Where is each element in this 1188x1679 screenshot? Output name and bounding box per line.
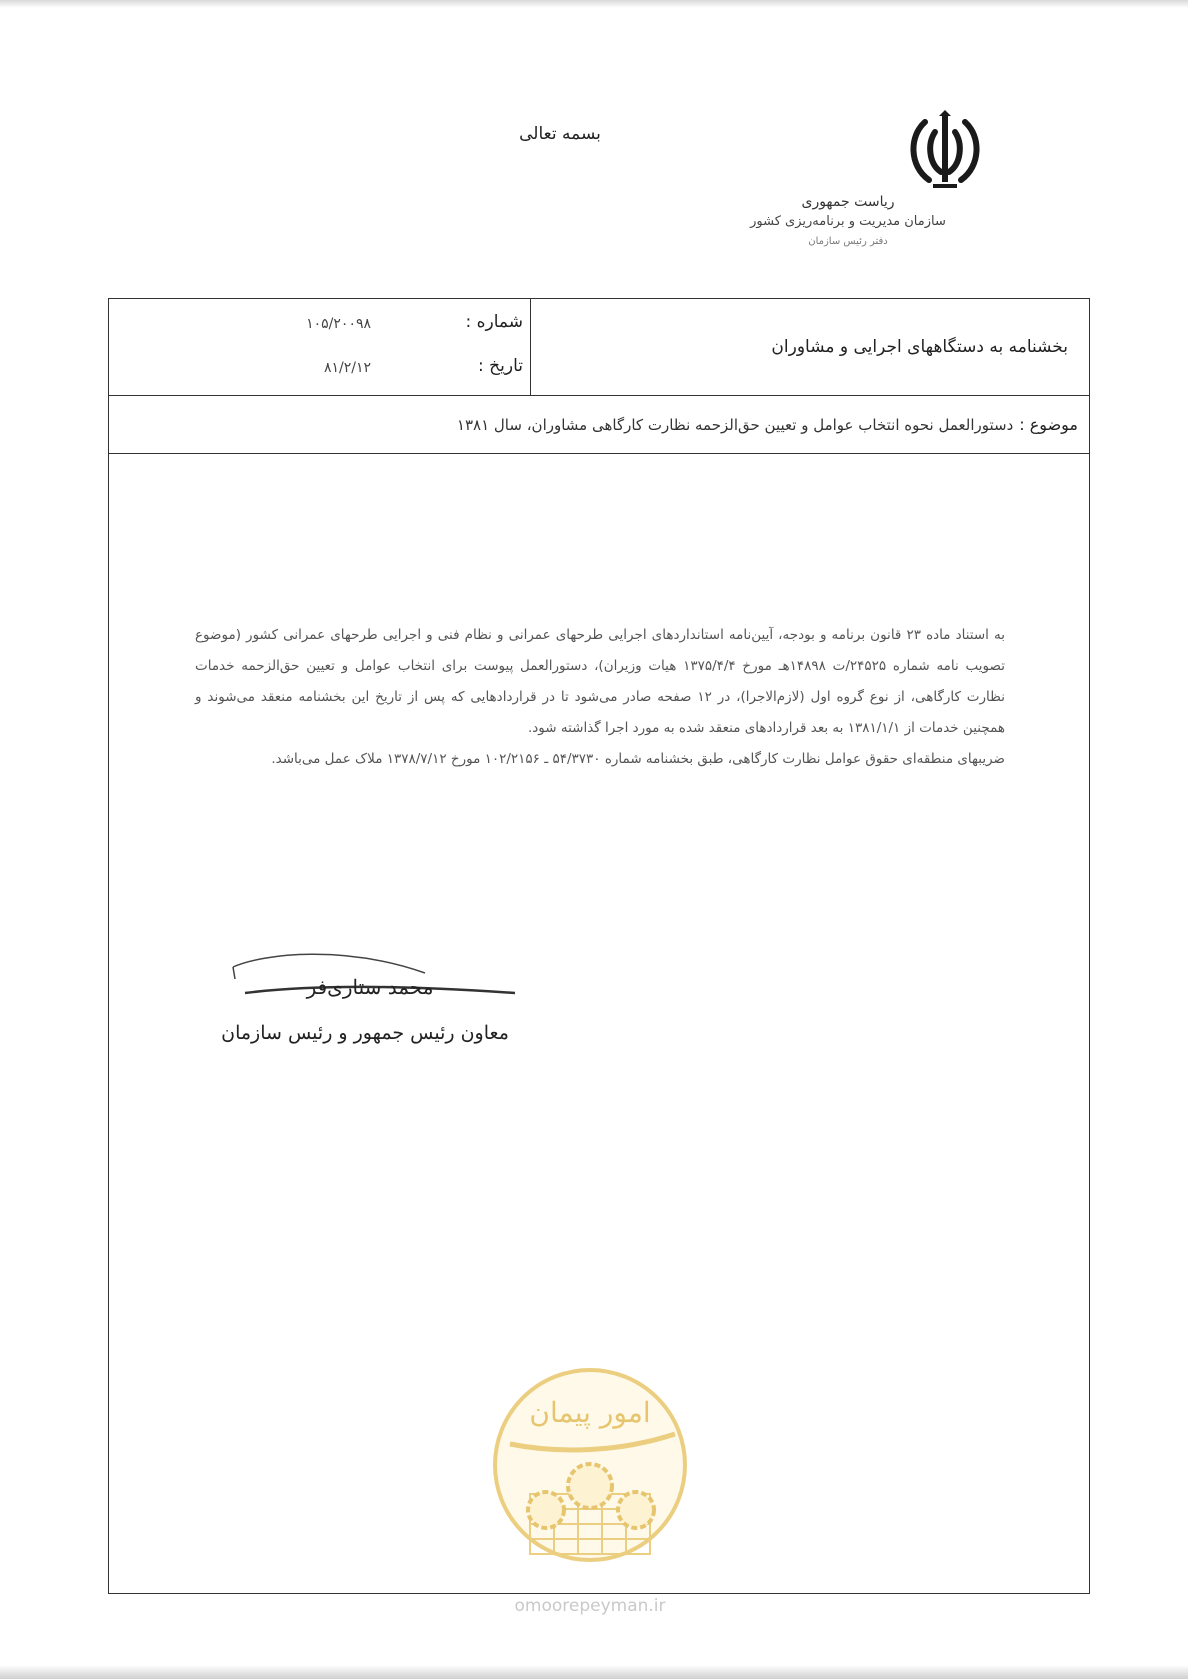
date-label: تاریخ : — [478, 356, 523, 376]
watermark-url: omoorepeyman.ir — [514, 1596, 666, 1616]
scan-edge-top — [0, 0, 1188, 8]
letter-body — [195, 620, 1005, 775]
number-value: ۱۰۵/۲۰۰۹۸ — [306, 316, 371, 332]
iran-emblem-icon — [903, 110, 987, 192]
subject-label: موضوع : — [1019, 415, 1078, 434]
omoore-peyman-logo-icon — [490, 1364, 690, 1566]
reference-cell — [108, 298, 531, 396]
org-office: دفتر رئیس سازمان — [808, 236, 888, 247]
recipient-cell — [530, 298, 1090, 396]
signer-name: محمد ستاری‌فر — [306, 975, 434, 999]
recipient-text: بخشنامه به دستگاههای اجرایی و مشاوران — [771, 336, 1068, 357]
body-paragraph-2: ضریبهای منطقه‌ای حقوق عوامل نظارت کارگاهی، طبق بخشنامه شماره ۵۴/۳۷۳۰ ـ ۱۰۲/۲۱۵۶ مورخ ۱۳۷۸/۷/۱۲ ملاک عمل می‌باشد. — [271, 751, 1005, 767]
number-label: شماره : — [465, 312, 523, 332]
date-value: ۸۱/۲/۱۲ — [323, 360, 371, 376]
scan-edge-bottom — [0, 1665, 1188, 1679]
signer-title: معاون رئیس جمهور و رئیس سازمان — [221, 1022, 509, 1044]
org-name: سازمان مدیریت و برنامه‌ریزی کشور — [750, 214, 946, 229]
org-presidency: ریاست جمهوری — [801, 194, 895, 210]
subject-text: دستورالعمل نحوه انتخاب عوامل و تعیین حق‌الزحمه نظارت کارگاهی مشاوران، سال ۱۳۸۱ — [456, 415, 1014, 434]
watermark-logo-text: امور پیمان — [529, 1396, 651, 1429]
date-row — [108, 344, 531, 392]
number-row — [108, 300, 531, 348]
organization-block — [688, 192, 1008, 252]
subject-row — [108, 396, 1090, 454]
bismillah-heading: بسمه تعالی — [519, 124, 601, 144]
body-paragraph-1: به استناد ماده ۲۳ قانون برنامه و بودجه، آیین‌نامه استانداردهای اجرایی طرحهای عمرانی و نظام فنی و اجرایی طرحهای عمرانی کشور (موضوع تصویب نامه شماره ۲۴۵۲۵/ت ۱۴۸۹۸هـ مورخ ۱۳۷۵/۴/۴ هیات وزیران)، دستورالعمل پیوست برای انتخاب عوامل و تعیین حق‌الزحمه خدمات نظارت کارگاهی، از نوع گروه اول (لازم‌الاجرا)، در ۱۲ صفحه صادر می‌شود تا در قراردادهایی که پس از تاریخ این بخشنامه منعقد می‌شوند و همچنین خدمات از ۱۳۸۱/۱/۱ به بعد قراردادهای منعقد شده به مورد اجرا گذاشته شود. — [195, 627, 1005, 736]
